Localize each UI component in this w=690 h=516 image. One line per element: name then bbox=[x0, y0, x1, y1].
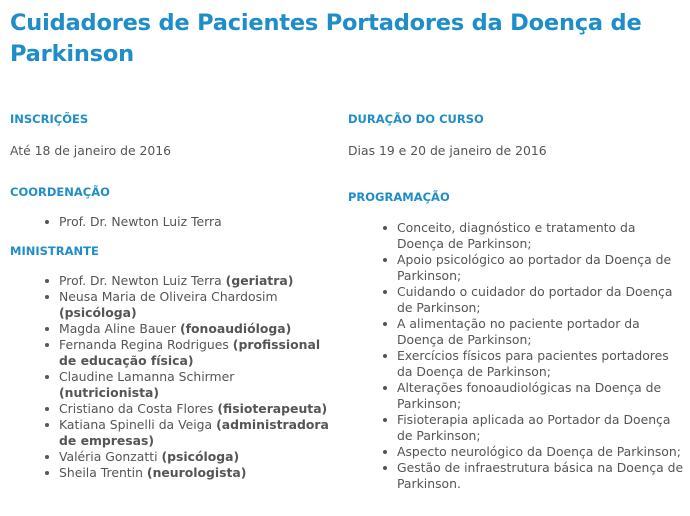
ministrante-name: Katiana Spinelli da Veiga bbox=[59, 417, 213, 432]
bullet-icon bbox=[45, 375, 49, 379]
bullet-icon bbox=[45, 295, 49, 299]
list-item bbox=[397, 380, 684, 412]
ministrante-role: (fonoaudióloga) bbox=[179, 321, 292, 336]
programacao-heading: PROGRAMAÇÃO bbox=[348, 190, 450, 204]
list-item bbox=[59, 417, 334, 449]
bullet-icon bbox=[383, 258, 387, 262]
bullet-icon bbox=[45, 423, 49, 427]
bullet-icon bbox=[45, 343, 49, 347]
list-item bbox=[59, 449, 334, 465]
ministrante-list bbox=[59, 273, 334, 481]
bullet-icon bbox=[383, 290, 387, 294]
programacao-item: Apoio psicológico ao portador da Doença de Parkinson; bbox=[397, 252, 672, 283]
bullet-icon bbox=[383, 450, 387, 454]
bullet-icon bbox=[45, 455, 49, 459]
programacao-item: Conceito, diagnóstico e tratamento da Doença de Parkinson; bbox=[397, 220, 636, 251]
programacao-item: Cuidando o cuidador do portador da Doença de Parkinson; bbox=[397, 284, 673, 315]
bullet-icon bbox=[383, 322, 387, 326]
list-item bbox=[397, 444, 684, 460]
coordenacao-heading: COORDENAÇÃO bbox=[10, 185, 110, 199]
bullet-icon bbox=[383, 386, 387, 390]
ministrante-role: (neurologista) bbox=[146, 465, 247, 480]
list-item bbox=[59, 401, 334, 417]
list-item bbox=[59, 214, 329, 230]
ministrante-name: Sheila Trentin bbox=[59, 465, 143, 480]
ministrante-name: Claudine Lamanna Schirmer bbox=[59, 369, 235, 384]
bullet-icon bbox=[45, 220, 49, 224]
bullet-icon bbox=[45, 327, 49, 331]
list-item bbox=[59, 289, 334, 321]
list-item bbox=[397, 316, 684, 348]
ministrante-name: Prof. Dr. Newton Luiz Terra bbox=[59, 273, 222, 288]
ministrante-role: (psicóloga) bbox=[59, 305, 137, 320]
list-item bbox=[59, 369, 334, 401]
list-item bbox=[397, 220, 684, 252]
ministrante-heading: MINISTRANTE bbox=[10, 244, 99, 258]
ministrante-name: Neusa Maria de Oliveira Chardosim bbox=[59, 289, 278, 304]
ministrante-role: (profissional de educação física) bbox=[59, 337, 321, 368]
coordenacao-list bbox=[59, 214, 329, 230]
list-item bbox=[397, 348, 684, 380]
list-item bbox=[397, 252, 684, 284]
page-title: Cuidadores de Pacientes Portadores da Doença de Parkinson bbox=[10, 10, 642, 67]
inscricoes-heading: INSCRIÇÕES bbox=[10, 112, 89, 126]
list-item bbox=[59, 273, 334, 289]
bullet-icon bbox=[45, 407, 49, 411]
list-item bbox=[59, 321, 334, 337]
list-item bbox=[59, 337, 334, 369]
ministrante-name: Fernanda Regina Rodrigues bbox=[59, 337, 229, 352]
programacao-item: A alimentação no paciente portador da Doença de Parkinson; bbox=[397, 316, 640, 347]
programacao-item: Aspecto neurológico da Doença de Parkinson; bbox=[397, 444, 681, 459]
ministrante-name: Valéria Gonzatti bbox=[59, 449, 158, 464]
bullet-icon bbox=[45, 471, 49, 475]
bullet-icon bbox=[383, 354, 387, 358]
ministrante-name: Magda Aline Bauer bbox=[59, 321, 176, 336]
programacao-list bbox=[397, 220, 684, 492]
programacao-item: Gestão de infraestrutura básica na Doença de Parkinson. bbox=[397, 460, 684, 491]
ministrante-name: Cristiano da Costa Flores bbox=[59, 401, 214, 416]
bullet-icon bbox=[383, 466, 387, 470]
duracao-heading: DURAÇÃO DO CURSO bbox=[348, 112, 484, 126]
programacao-item: Fisioterapia aplicada ao Portador da Doença de Parkinson; bbox=[397, 412, 671, 443]
ministrante-role: (psicóloga) bbox=[161, 449, 240, 464]
list-item bbox=[397, 460, 684, 492]
list-item bbox=[397, 284, 684, 316]
list-item bbox=[59, 465, 334, 481]
bullet-icon bbox=[383, 226, 387, 230]
programacao-item: Exercícios físicos para pacientes portadores da Doença de Parkinson; bbox=[397, 348, 669, 379]
ministrante-role: (fisioterapeuta) bbox=[217, 401, 328, 416]
duracao-text: Dias 19 e 20 de janeiro de 2016 bbox=[348, 143, 547, 158]
coordenador-name: Prof. Dr. Newton Luiz Terra bbox=[59, 214, 222, 229]
ministrante-role: (nutricionista) bbox=[59, 385, 160, 400]
list-item bbox=[397, 412, 684, 444]
programacao-item: Alterações fonoaudiológicas na Doença de Parkinson; bbox=[397, 380, 662, 411]
ministrante-role: (administradora de empresas) bbox=[59, 417, 329, 448]
ministrante-role: (geriatra) bbox=[225, 273, 294, 288]
inscricoes-text: Até 18 de janeiro de 2016 bbox=[10, 143, 172, 158]
bullet-icon bbox=[383, 418, 387, 422]
bullet-icon bbox=[45, 279, 49, 283]
